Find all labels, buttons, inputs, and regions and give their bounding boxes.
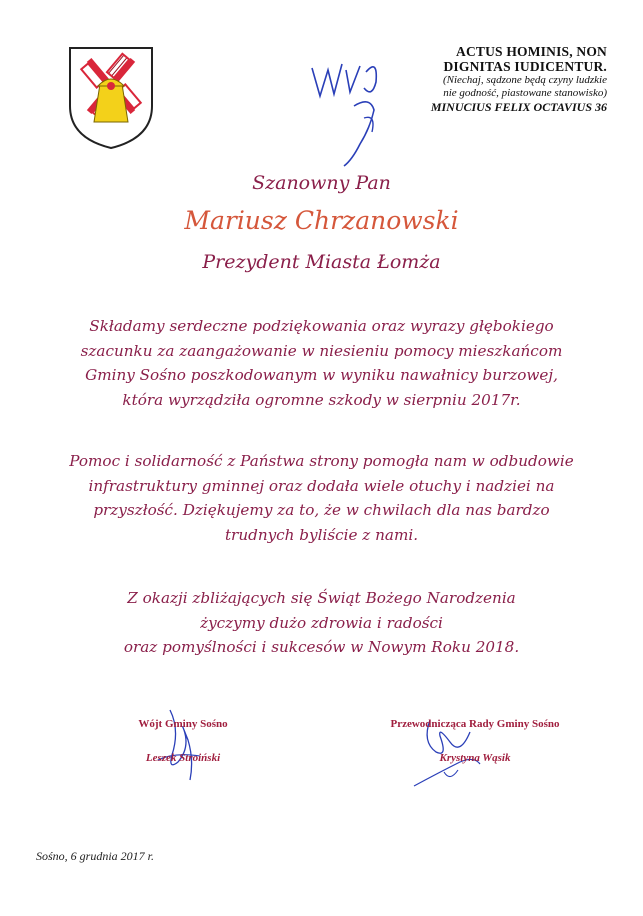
place-and-date: Sośno, 6 grudnia 2017 r.: [36, 849, 155, 863]
motto-translation-1: (Niechaj, sądzone będą czyny ludzkie: [442, 74, 607, 86]
signer-right-title: Przewodnicząca Rady Gminy Sośno: [390, 718, 560, 730]
recipient-position: Prezydent Miasta Łomża: [202, 251, 441, 273]
paragraph-line: infrastruktury gminnej oraz dodała wiele otuchy i nadziei na: [88, 476, 555, 495]
paragraph-line: która wyrządziła ogromne szkody w sierpniu 2017r.: [122, 390, 521, 409]
paragraph-line: szacunku za zaangażowanie w niesieniu pomocy mieszkańcom: [80, 341, 563, 360]
motto-source: MINUCIUS FELIX OCTAVIUS 36: [430, 100, 607, 114]
paragraph-line: trudnych byliście z nami.: [224, 525, 419, 544]
signer-left-name: Leszek Stroiński: [145, 752, 221, 764]
motto-line-1: ACTUS HOMINIS, NON: [456, 44, 607, 59]
windmill-crest-icon: [68, 46, 154, 150]
paragraph-line: Pomoc i solidarność z Państwa strony pomogła nam w odbudowie: [69, 452, 574, 470]
signer-right-name: Krystyna Wąsik: [439, 752, 511, 764]
salutation: Szanowny Pan: [252, 172, 391, 194]
paragraph-solidarity: [30, 449, 613, 547]
paragraph-line: Gminy Sośno poszkodowanym w wyniku nawałnicy burzowej,: [85, 366, 558, 384]
handwritten-annotation-icon: [300, 48, 410, 168]
motto-line-2: DIGNITAS IUDICENTUR.: [443, 59, 607, 74]
paragraph-line: przyszłość. Dziękujemy za to, że w chwilach dla nas bardzo: [93, 501, 550, 519]
paragraph-thanks: [30, 314, 613, 412]
paragraph-line: Składamy serdeczne podziękowania oraz wyrazy głębokiego: [89, 317, 554, 335]
paragraph-wishes: [30, 586, 613, 660]
motto-translation-2: nie godność, piastowane stanowisko): [443, 87, 607, 99]
paragraph-line: oraz pomyślności i sukcesów w Nowym Roku 2018.: [123, 638, 520, 656]
paragraph-line: Z okazji zbliżających się Świąt Bożego Narodzenia: [127, 589, 516, 607]
signer-left-title: Wójt Gminy Sośno: [138, 718, 228, 730]
signature-left-icon: [150, 700, 210, 790]
recipient-name: Mariusz Chrzanowski: [184, 206, 459, 235]
paragraph-line: życzymy dużo zdrowia i radości: [200, 613, 443, 632]
